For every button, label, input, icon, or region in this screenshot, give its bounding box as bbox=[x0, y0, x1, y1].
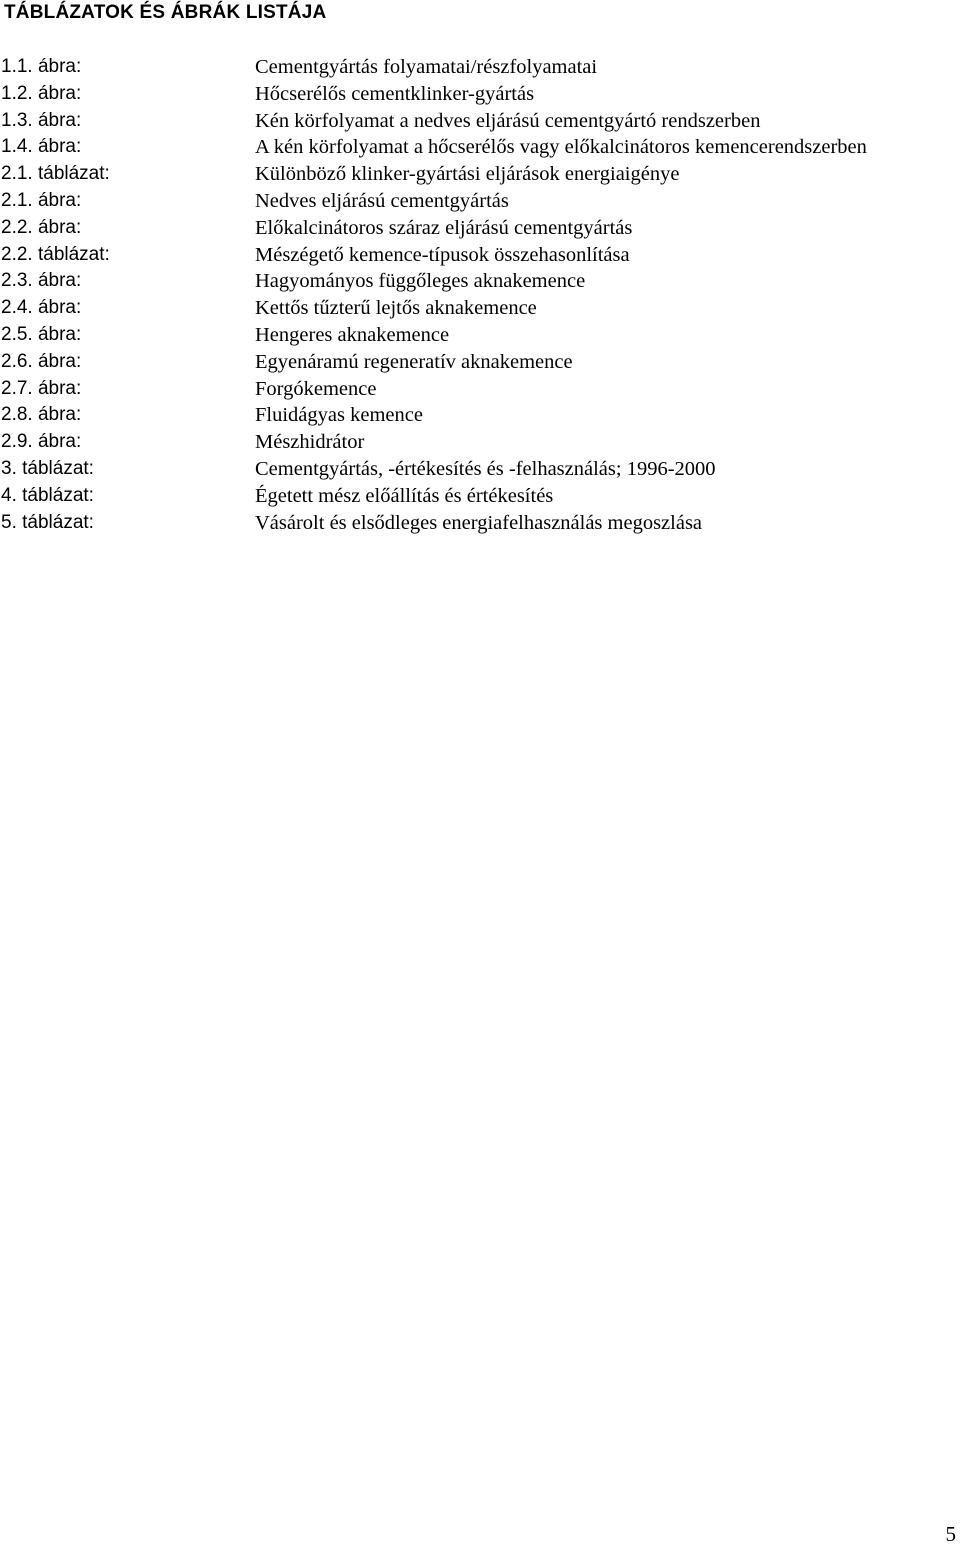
entry-title: Mészhidrátor bbox=[255, 431, 365, 454]
entry-title: Kettős tűzterű lejtős aknakemence bbox=[255, 297, 537, 320]
list-item bbox=[0, 81, 960, 108]
entry-title: Kén körfolyamat a nedves eljárású cementgyártó rendszerben bbox=[255, 109, 761, 132]
page-title: TÁBLÁZATOK ÉS ÁBRÁK LISTÁJA bbox=[4, 2, 327, 23]
entry-label: 1.1. ábra: bbox=[1, 56, 82, 77]
entry-title: Forgókemence bbox=[255, 377, 377, 400]
entry-label: 2.5. ábra: bbox=[1, 323, 82, 345]
list-item bbox=[0, 510, 960, 537]
entry-label: 2.9. ábra: bbox=[1, 431, 82, 453]
list-item bbox=[0, 54, 960, 81]
entry-label: 2.6. ábra: bbox=[1, 350, 82, 372]
entry-title: Fluidágyas kemence bbox=[255, 404, 423, 427]
entry-label: 2.2. táblázat: bbox=[1, 243, 110, 265]
entry-title: Cementgyártás, -értékesítés és -felhasználás; 1996-2000 bbox=[255, 457, 716, 480]
page-number: 5 bbox=[945, 1522, 956, 1546]
list-item bbox=[0, 134, 960, 161]
list-item bbox=[0, 483, 960, 510]
list-item bbox=[0, 429, 960, 456]
entry-label: 2.7. ábra: bbox=[1, 377, 82, 399]
entry-title: Hengeres aknakemence bbox=[255, 323, 450, 346]
figure-table-list bbox=[0, 54, 960, 536]
entry-title: Mészégető kemence-típusok összehasonlítása bbox=[255, 243, 630, 266]
list-item bbox=[0, 268, 960, 295]
list-item bbox=[0, 215, 960, 242]
entry-title: Vásárolt és elsődleges energiafelhasználás megoszlása bbox=[255, 511, 703, 534]
entry-title: Egyenáramú regeneratív aknakemence bbox=[255, 350, 573, 373]
list-item bbox=[0, 402, 960, 429]
entry-label: 2.2. ábra: bbox=[1, 216, 82, 238]
list-item bbox=[0, 376, 960, 403]
entry-label: 5. táblázat: bbox=[1, 511, 94, 533]
entry-title: Különböző klinker-gyártási eljárások energiaigénye bbox=[255, 163, 680, 186]
entry-title: A kén körfolyamat a hőcserélős vagy előkalcinátoros kemencerendszerben bbox=[255, 136, 867, 159]
entry-label: 1.2. ábra: bbox=[1, 82, 82, 104]
list-item bbox=[0, 242, 960, 269]
entry-title: Égetett mész előállítás és értékesítés bbox=[255, 484, 554, 507]
entry-label: 2.3. ábra: bbox=[1, 270, 82, 292]
entry-label: 2.1. táblázat: bbox=[1, 163, 110, 185]
entry-title: Előkalcinátoros száraz eljárású cementgyártás bbox=[255, 216, 633, 239]
list-item bbox=[0, 295, 960, 322]
list-item bbox=[0, 108, 960, 135]
list-item bbox=[0, 161, 960, 188]
entry-label: 2.8. ábra: bbox=[1, 404, 82, 426]
list-item bbox=[0, 456, 960, 483]
entry-label: 1.4. ábra: bbox=[1, 136, 82, 158]
entry-title: Hőcserélős cementklinker-gyártás bbox=[255, 82, 535, 105]
entry-title: Cementgyártás folyamatai/részfolyamatai bbox=[255, 56, 598, 78]
list-item bbox=[0, 349, 960, 376]
entry-label: 1.3. ábra: bbox=[1, 109, 82, 131]
list-item bbox=[0, 188, 960, 215]
entry-label: 3. táblázat: bbox=[1, 457, 94, 479]
entry-title: Hagyományos függőleges aknakemence bbox=[255, 270, 586, 293]
entry-title: Nedves eljárású cementgyártás bbox=[255, 189, 509, 212]
entry-label: 4. táblázat: bbox=[1, 484, 94, 506]
entry-label: 2.4. ábra: bbox=[1, 297, 82, 319]
entry-label: 2.1. ábra: bbox=[1, 189, 82, 211]
list-item bbox=[0, 322, 960, 349]
